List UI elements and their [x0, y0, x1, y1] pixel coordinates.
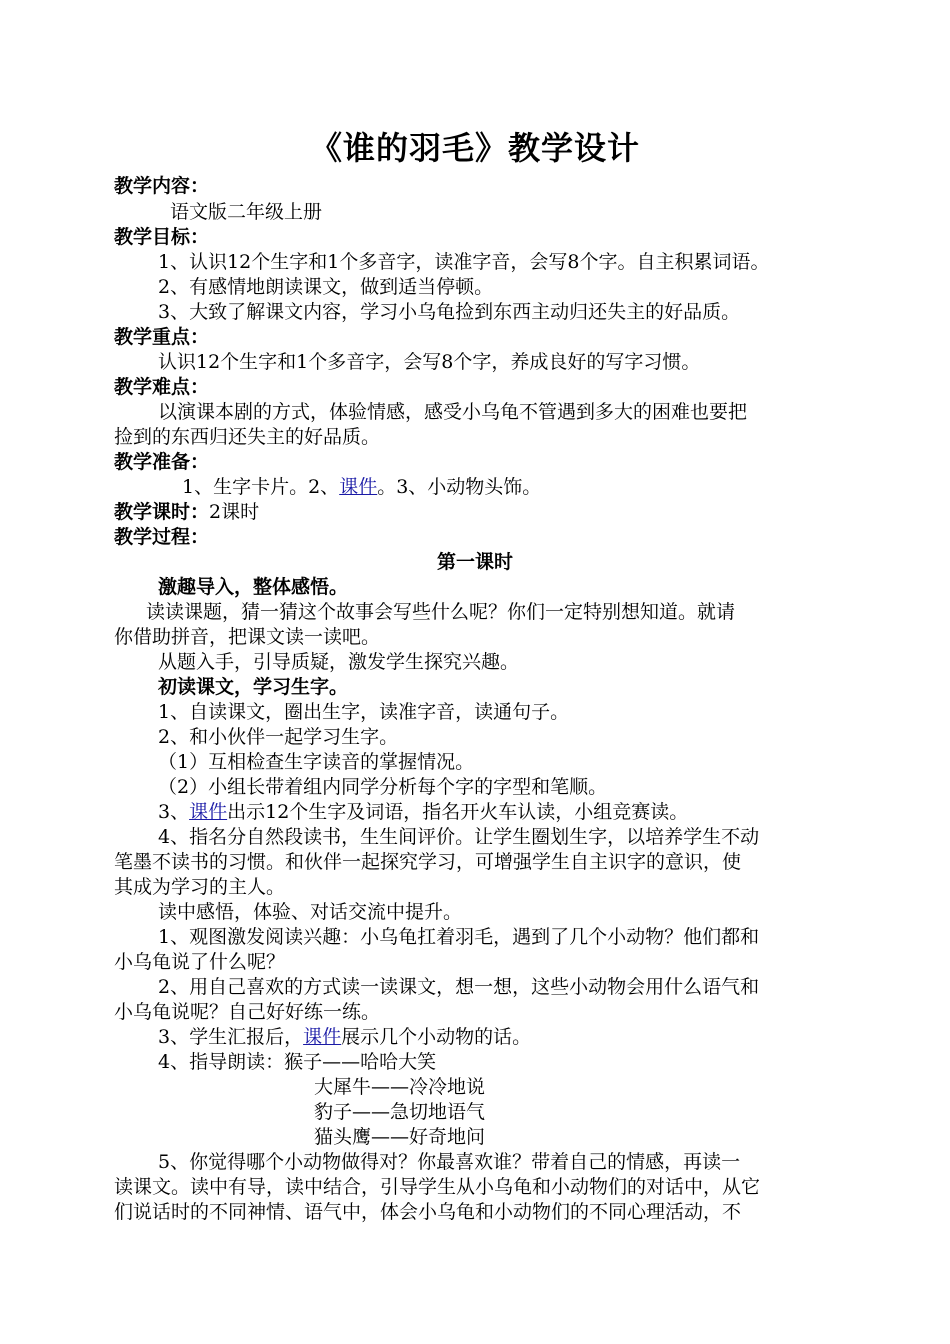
step1-line-1: 读读课题，猜一猜这个故事会写些什么呢？你们一定特别想知道。就请 [146, 601, 736, 623]
content-heading: 教学内容： [114, 175, 210, 197]
hours-text: 2课时 [209, 501, 260, 523]
step3-item-5-line-3: 们说话时的不同神情、语气中，体会小乌龟和小动物们的不同心理活动，不 [114, 1201, 742, 1223]
content-text: 语文版二年级上册 [170, 201, 323, 223]
step3-item-3-rest: 展示几个小动物的话。 [341, 1026, 532, 1048]
step3-item-2-line-1: 2、用自己喜欢的方式读一读课文，想一想，这些小动物会用什么语气和 [158, 976, 760, 998]
difficulty-line-2: 捡到的东西归还失主的好品质。 [114, 426, 381, 448]
session-title: 第一课时 [436, 551, 513, 573]
step2-item-4-line-3: 其成为学习的主人。 [114, 876, 286, 898]
process-heading: 教学过程： [114, 526, 210, 548]
courseware-link[interactable]: 课件 [339, 476, 378, 498]
step1-heading: 激趣导入，整体感悟。 [158, 576, 349, 598]
step3-item-1-line-1: 1、观图激发阅读兴趣：小乌龟扛着羽毛，遇到了几个小动物？他们都和 [158, 926, 760, 948]
step3-item-5-line-1: 5、你觉得哪个小动物做得对？你最喜欢谁？带着自己的情感，再读一 [158, 1151, 741, 1173]
courseware-link[interactable]: 课件 [189, 801, 228, 823]
step2-item-3-prefix: 3、 [158, 801, 190, 823]
step1-line-2: 你借助拼音，把课文读一读吧。 [114, 626, 381, 648]
animal-owl: 猫头鹰——好奇地问 [314, 1126, 486, 1148]
prep-text-1: 1、生字卡片。2、 [182, 476, 340, 498]
step3-item-5-line-2: 读课文。读中有导，读中结合，引导学生从小乌龟和小动物们的对话中，从它 [114, 1176, 761, 1198]
step2-sub-2: （2）小组长带着组内同学分析每个字的字型和笔顺。 [158, 776, 608, 798]
step2-heading: 初读课文，学习生字。 [158, 676, 349, 698]
hours-heading: 教学课时： [114, 501, 210, 523]
step2-item-3-rest: 出示12个生字及词语，指名开火车认读，小组竞赛读。 [227, 801, 689, 823]
step2-item-1: 1、自读课文，圈出生字，读准字音，读通句子。 [158, 701, 570, 723]
prep-heading: 教学准备： [114, 451, 210, 473]
step3-item-1-line-2: 小乌龟说了什么呢？ [114, 951, 286, 973]
step3-item-3 [158, 1024, 888, 1050]
step2-item-4-line-2: 笔墨不读书的习惯。和伙伴一起探究学习，可增强学生自主识字的意识，使 [114, 851, 742, 873]
step2-item-2: 2、和小伙伴一起学习生字。 [158, 726, 399, 748]
prep-line [182, 474, 912, 500]
prep-text-2: 。3、小动物头饰。 [377, 476, 542, 498]
step3-item-4: 4、指导朗读：猴子——哈哈大笑 [158, 1051, 437, 1073]
hours-line [114, 499, 844, 525]
step3-item-2-line-2: 小乌龟说呢？自己好好练一练。 [114, 1001, 381, 1023]
goals-heading: 教学目标： [114, 226, 210, 248]
animal-leopard: 豹子——急切地语气 [314, 1101, 486, 1123]
document-title: 《谁的羽毛》教学设计 [309, 129, 640, 167]
step1-line-3: 从题入手，引导质疑，激发学生探究兴趣。 [158, 651, 520, 673]
difficulty-line-1: 以演课本剧的方式，体验情感，感受小乌龟不管遇到多大的困难也要把 [158, 401, 748, 423]
goal-2: 2、有感情地朗读课文，做到适当停顿。 [158, 276, 494, 298]
step2-sub-1: （1）互相检查生字读音的掌握情况。 [158, 751, 475, 773]
step3-item-3-prefix: 3、学生汇报后， [158, 1026, 304, 1048]
animal-rhino: 大犀牛——冷冷地说 [314, 1076, 486, 1098]
difficulty-heading: 教学难点： [114, 376, 210, 398]
courseware-link[interactable]: 课件 [303, 1026, 342, 1048]
step2-item-4-line-1: 4、指名分自然段读书，生生间评价。让学生圈划生字，以培养学生不动 [158, 826, 760, 848]
key-text: 认识12个生字和1个多音字，会写8个字，养成良好的写字习惯。 [158, 351, 701, 373]
goal-1: 1、认识12个生字和1个多音字，读准字音，会写8个字。自主积累词语。 [158, 251, 770, 273]
goal-3: 3、大致了解课文内容，学习小乌龟捡到东西主动归还失主的好品质。 [158, 301, 741, 323]
step2-item-3 [158, 799, 888, 825]
key-heading: 教学重点： [114, 326, 210, 348]
step3-heading: 读中感悟，体验、对话交流中提升。 [158, 901, 463, 923]
